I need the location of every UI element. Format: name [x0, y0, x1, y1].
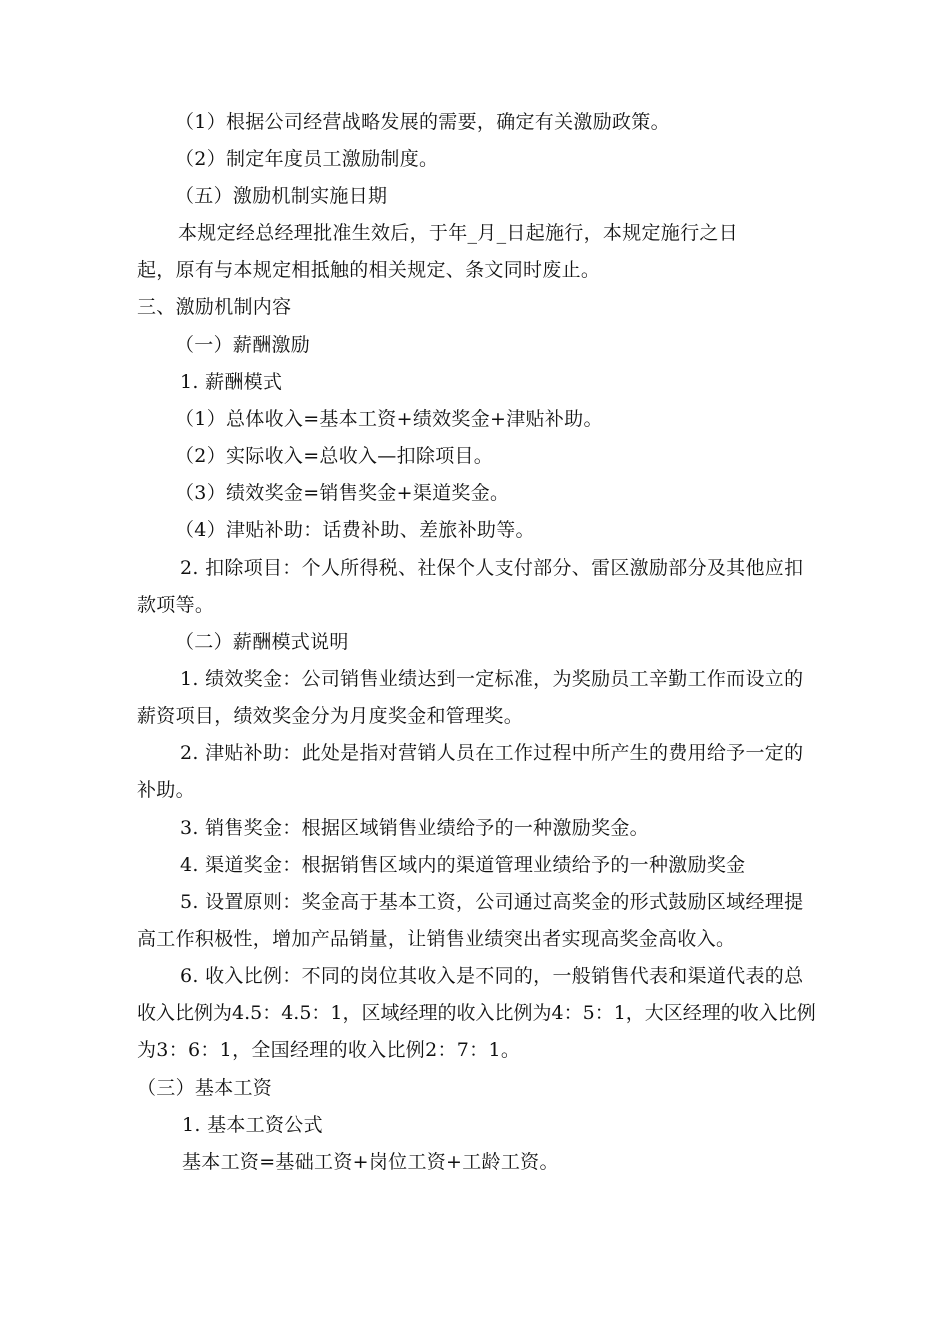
text-line-17: 薪资项目，绩效奖金分为月度奖金和管理奖。	[137, 705, 524, 727]
section-heading-three: （三）基本工资	[137, 1077, 273, 1099]
text-line-26: 为3：6：1，全国经理的收入比例2：7：1。	[137, 1039, 521, 1061]
chapter-heading-three: 三、激励机制内容	[137, 296, 292, 318]
text-line-5: 起，原有与本规定相抵触的相关规定、条文同时废止。	[137, 259, 601, 281]
text-line-29: 基本工资=基础工资+岗位工资+工龄工资。	[182, 1151, 559, 1173]
text-line-12: （4）津贴补助：话费补助、差旅补助等。	[175, 519, 535, 541]
section-heading-five: （五）激励机制实施日期	[175, 185, 388, 207]
text-line-1: （1）根据公司经营战略发展的需要，确定有关激励政策。	[175, 111, 670, 133]
text-line-23: 高工作积极性，增加产品销量，让销售业绩突出者实现高奖金高收入。	[137, 928, 736, 950]
text-line-28: 1. 基本工资公式	[182, 1114, 323, 1136]
text-line-8: 1. 薪酬模式	[180, 371, 283, 393]
text-line-24: 6. 收入比例：不同的岗位其收入是不同的，一般销售代表和渠道代表的总	[180, 965, 804, 987]
section-heading-one: （一）薪酬激励	[175, 334, 311, 356]
text-line-20: 3. 销售奖金：根据区域销售业绩给予的一种激励奖金。	[180, 817, 649, 839]
text-line-25: 收入比例为4.5：4.5：1，区域经理的收入比例为4：5：1，大区经理的收入比例	[137, 1002, 816, 1024]
text-line-9: （1）总体收入=基本工资+绩效奖金+津贴补助。	[175, 408, 603, 430]
text-line-14: 款项等。	[137, 594, 215, 616]
text-line-16: 1. 绩效奖金：公司销售业绩达到一定标准，为奖励员工辛勤工作而设立的	[180, 668, 804, 690]
text-line-22: 5. 设置原则：奖金高于基本工资，公司通过高奖金的形式鼓励区域经理提	[180, 891, 804, 913]
text-line-18: 2. 津贴补助：此处是指对营销人员在工作过程中所产生的费用给予一定的	[180, 742, 804, 764]
text-line-19: 补助。	[137, 779, 195, 801]
text-line-2: （2）制定年度员工激励制度。	[175, 148, 439, 170]
text-line-4: 本规定经总经理批准生效后，于年_月_日起施行，本规定施行之日	[178, 222, 739, 244]
section-heading-two: （二）薪酬模式说明	[175, 631, 349, 653]
text-line-21: 4. 渠道奖金：根据销售区域内的渠道管理业绩给予的一种激励奖金	[180, 854, 746, 876]
text-line-13: 2. 扣除项目：个人所得税、社保个人支付部分、雷区激励部分及其他应扣	[180, 557, 804, 579]
text-line-11: （3）绩效奖金=销售奖金+渠道奖金。	[175, 482, 510, 504]
text-line-10: （2）实际收入=总收入—扣除项目。	[175, 445, 494, 467]
